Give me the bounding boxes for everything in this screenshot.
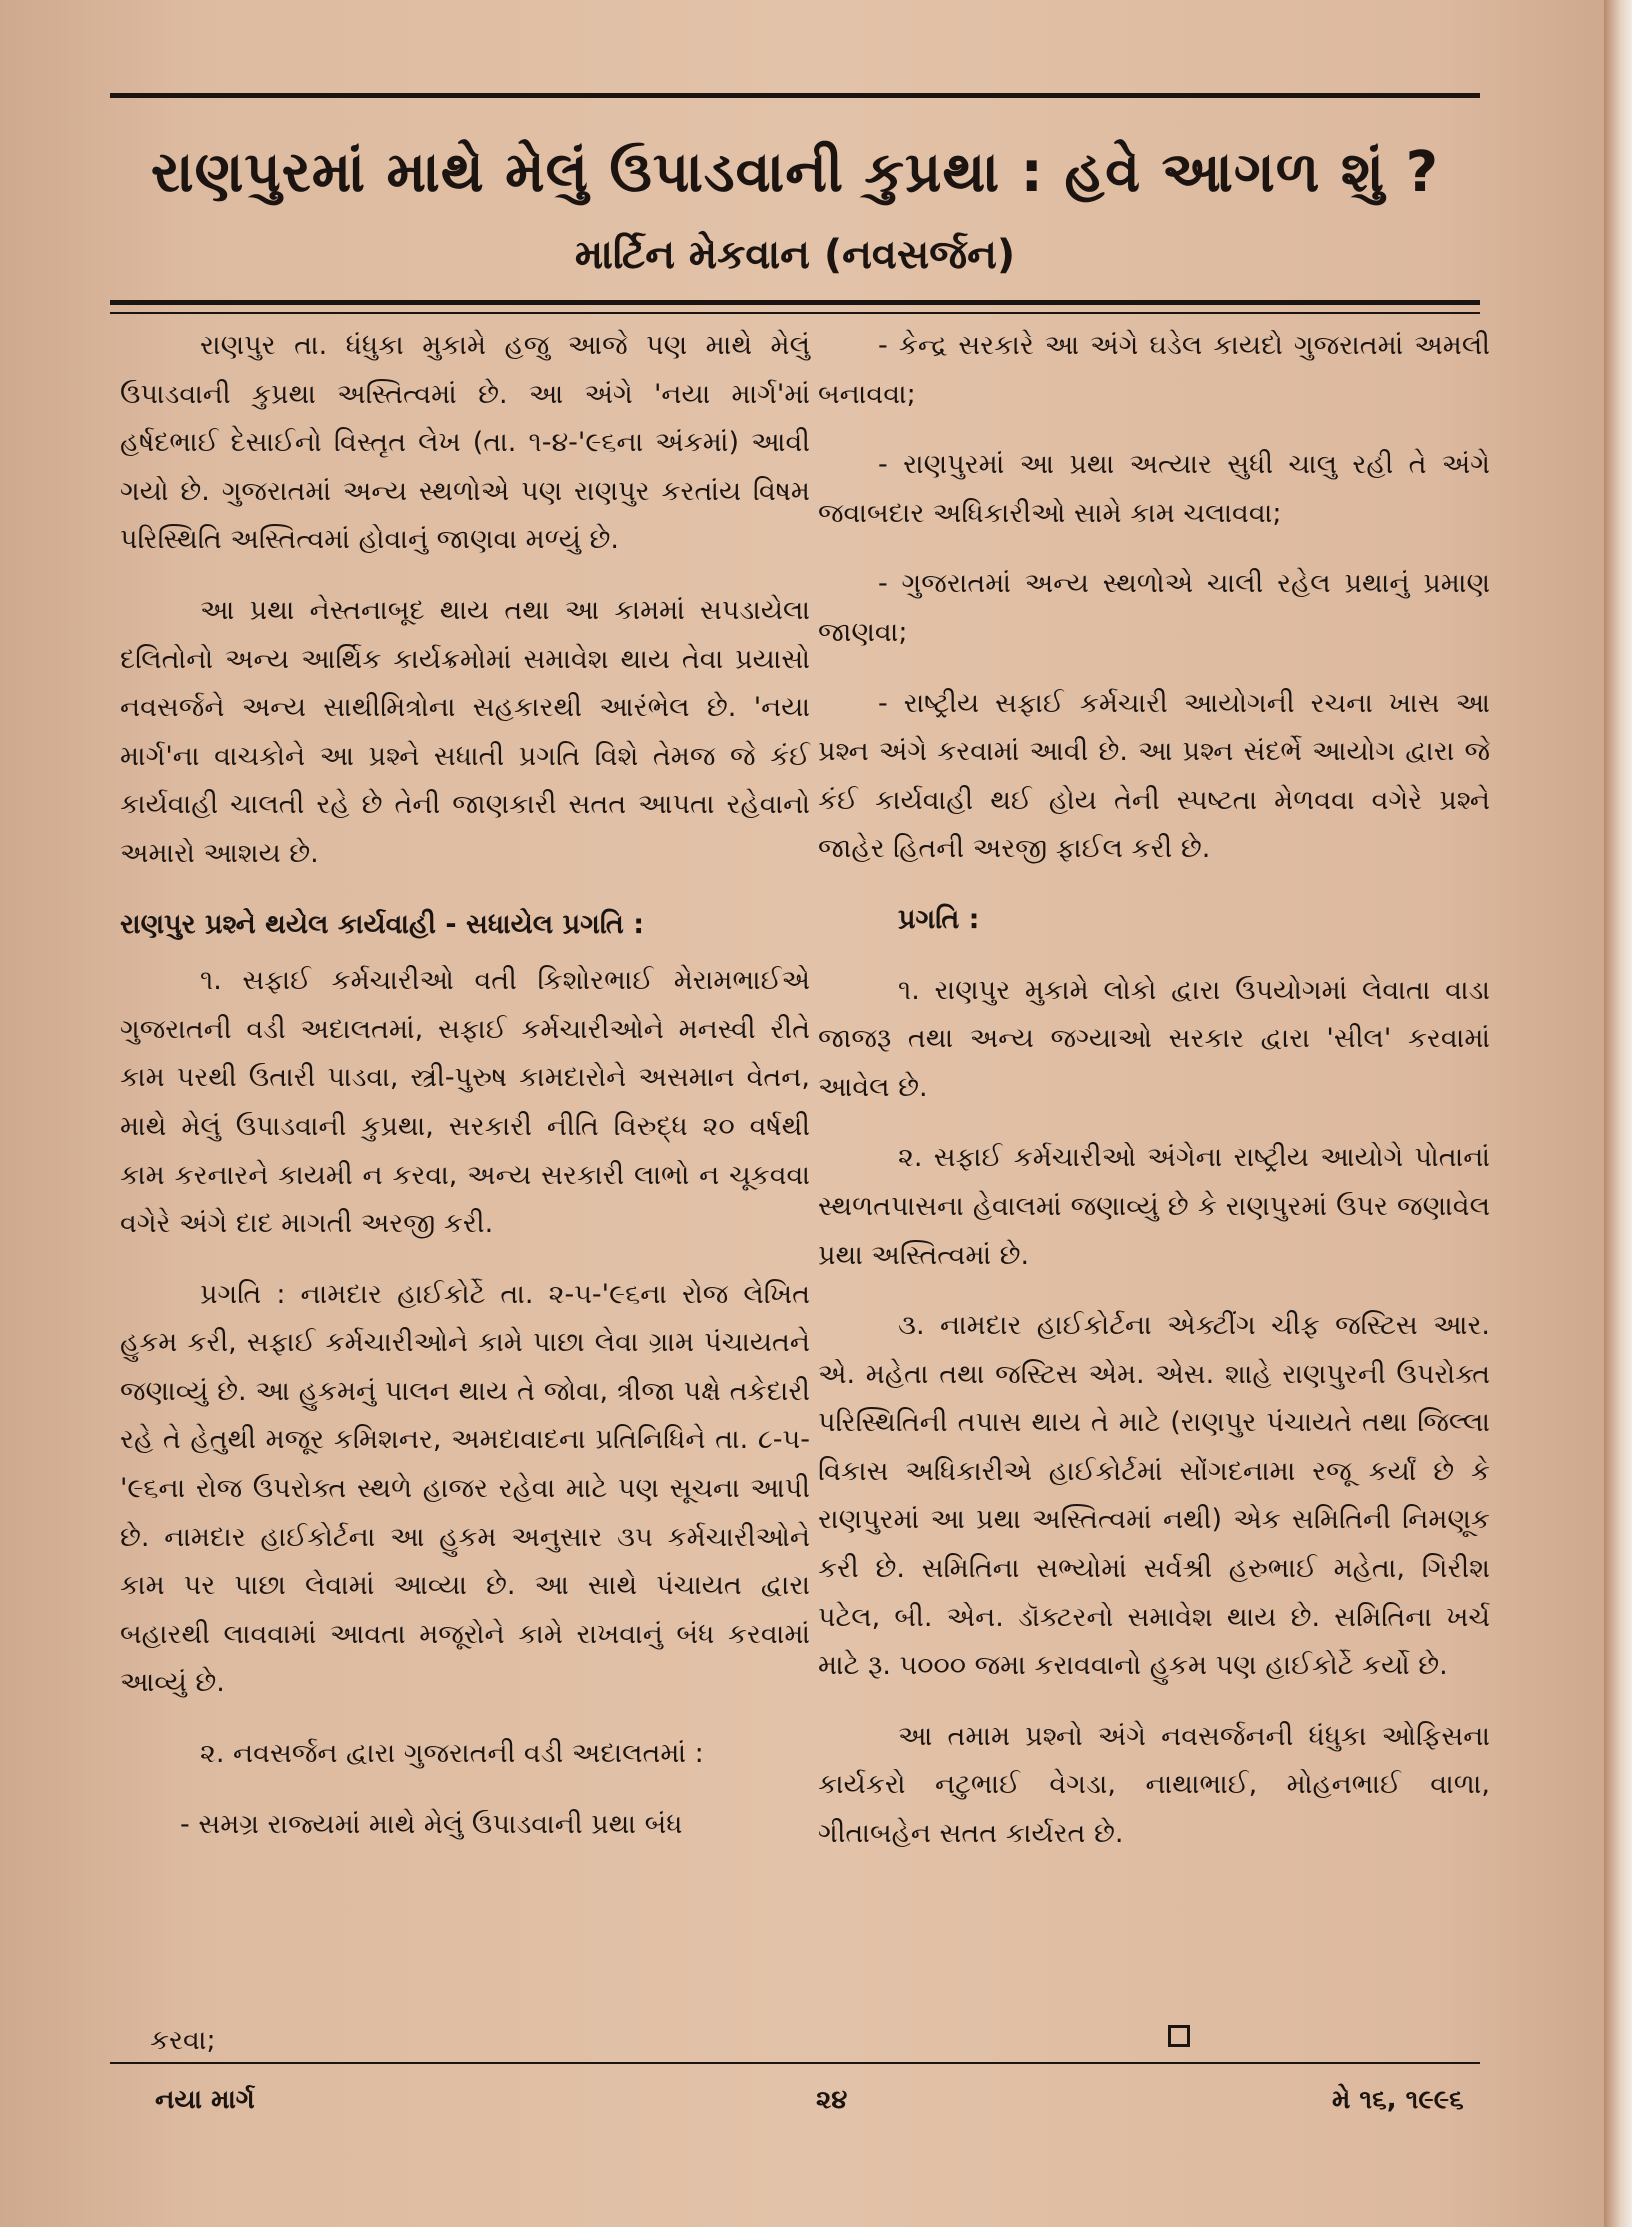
progress-subheading: પ્રગતિ :: [898, 903, 980, 935]
footer-publication: નયા માર્ગ: [155, 2085, 255, 2115]
footer-rule: [110, 2062, 1480, 2064]
header-rule-thick: [110, 300, 1480, 305]
right-paragraph-4: - રાષ્ટ્રીય સફાઈ કર્મચારી આયોગની રચના ખાસ આ પ્રશ્ન અંગે કરવામાં આવી છે. આ પ્રશ્ન સંદર્ભે આયોગ દ્વારા જે કંઈ કાર્યવાહી થઈ હોય તેની સ્પષ્ટતા મેળવવા વગેરે પ્રશ્ને જાહેર હિતની અરજી ફાઈલ કરી છે.: [818, 687, 1490, 865]
left-paragraph-4: પ્રગતિ : નામદાર હાઈકોર્ટે તા. ૨-૫-'૯૬ના રોજ લેખિત હુકમ કરી, સફાઈ કર્મચારીઓને કામે પાછા લેવા ગ્રામ પંચાયતને જણાવ્યું છે. આ હુકમનું પાલન થાય તે જોવા, ત્રીજા પક્ષે તકેદારી રહે તે હેતુથી મજૂર કમિશનર, અમદાવાદના પ્રતિનિધિને તા. ૮-૫-'૯૬ના રોજ ઉપરોક્ત સ્થળે હાજર રહેવા માટે પણ સૂચના આપી છે. નામદાર હાઈકોર્ટના આ હુકમ અનુસાર ૩૫ કર્મચારીઓને કામ પર પાછા લેવામાં આવ્યા છે. આ સાથે પંચાયત દ્વારા બહારથી લાવવામાં આવતા મજૂરોને કામે રાખવાનું બંધ કરવામાં આવ્યું છે.: [120, 1278, 810, 1699]
top-rule: [110, 93, 1480, 98]
right-paragraph-2: - રાણપુરમાં આ પ્રથા અત્યાર સુધી ચાલુ રહી તે અંગે જવાબદાર અધિકારીઓ સામે કામ ચલાવવા;: [818, 449, 1490, 529]
end-of-article-mark: [1168, 2025, 1190, 2047]
left-paragraph-5: ૨. નવસર્જન દ્વારા ગુજરાતની વડી અદાલતમાં :: [200, 1738, 704, 1770]
left-column-tail: કરવા;: [150, 2025, 216, 2056]
article-byline: માર્ટિન મેકવાન (નવસર્જન): [574, 232, 1016, 278]
footer-date: મે ૧૬, ૧૯૯૬: [1332, 2085, 1464, 2115]
right-paragraph-5: ૧. રાણપુર મુકામે લોકો દ્વારા ઉપયોગમાં લેવાતા વાડા જાજરૂ તથા અન્ય જગ્યાઓ સરકાર દ્વારા 'સીલ' કરવામાં આવેલ છે.: [818, 974, 1490, 1103]
left-paragraph-3: ૧. સફાઈ કર્મચારીઓ વતી કિશોરભાઈ મેરામભાઈએ ગુજરાતની વડી અદાલતમાં, સફાઈ કર્મચારીઓને મનસ્વી રીતે કામ પરથી ઉતારી પાડવા, સ્ત્રી-પુરુષ કામદારોને અસમાન વેતન, માથે મેલું ઉપાડવાની કુપ્રથા, સરકારી નીતિ વિરુદ્ધ ૨૦ વર્ષથી કામ કરનારને કાયમી ન કરવા, અન્ય સરકારી લાભો ન ચૂકવવા વગેરે અંગે દાદ માગતી અરજી કરી.: [120, 965, 810, 1240]
left-paragraph-6: - સમગ્ર રાજ્યમાં માથે મેલું ઉપાડવાની પ્રથા બંધ: [180, 1808, 683, 1840]
right-paragraph-8: આ તમામ પ્રશ્નો અંગે નવસર્જનની ધંધુકા ઓફિસના કાર્યકરો નટુભાઈ વેગડા, નાથાભાઈ, મોહનભાઈ વાળા, ગીતાબહેન સતત કાર્યરત છે.: [818, 1720, 1490, 1850]
right-paragraph-7: ૩. નામદાર હાઈકોર્ટના એક્ટીંગ ચીફ જસ્ટિસ આર. એ. મહેતા તથા જસ્ટિસ એમ. એસ. શાહે રાણપુરની ઉપરોક્ત પરિસ્થિતિની તપાસ થાય તે માટે (રાણપુર પંચાયતે તથા જિલ્લા વિકાસ અધિકારીએ હાઈકોર્ટમાં સોંગદનામા રજૂ કર્યાં છે કે રાણપુરમાં આ પ્રથા અસ્તિત્વમાં નથી) એક સમિતિની નિમણૂક કરી છે. સમિતિના સભ્યોમાં સર્વશ્રી હરુભાઈ મહેતા, ગિરીશ પટેલ, બી. એન. ડૉક્ટરનો સમાવેશ થાય છે. સમિતિના ખર્ચ માટે રૂ. ૫૦૦૦ જમા કરાવવાનો હુકમ પણ હાઈકોર્ટે કર્યો છે.: [818, 1310, 1490, 1682]
article-title: રાણપુરમાં માથે મેલું ઉપાડવાની કુપ્રથા : હવે આગળ શું ?: [150, 140, 1440, 205]
page-edge: [1604, 0, 1632, 2227]
left-paragraph-1: રાણપુર તા. ધંધુકા મુકામે હજુ આજે પણ માથે મેલું ઉપાડવાની કુપ્રથા અસ્તિત્વમાં છે. આ અંગે 'નયા માર્ગ'માં હર્ષદભાઈ દેસાઈનો વિસ્તૃત લેખ (તા. ૧-૪-'૯૬ના અંકમાં) આવી ગયો છે. ગુજરાતમાં અન્ય સ્થળોએ પણ રાણપુર કરતાંય વિષમ પરિસ્થિતિ અસ્તિત્વમાં હોવાનું જાણવા મળ્યું છે.: [120, 330, 810, 556]
right-paragraph-1: - કેન્દ્ર સરકારે આ અંગે ઘડેલ કાયદો ગુજરાતમાં અમલી બનાવવા;: [818, 330, 1490, 410]
header-rule-thin: [110, 312, 1480, 314]
right-paragraph-6: ૨. સફાઈ કર્મચારીઓ અંગેના રાષ્ટ્રીય આયોગે પોતાનાં સ્થળતપાસના હેવાલમાં જણાવ્યું છે કે રાણપુરમાં ઉપર જણાવેલ પ્રથા અસ્તિત્વમાં છે.: [818, 1142, 1490, 1271]
section-heading: રાણપુર પ્રશ્ને થયેલ કાર્યવાહી - સધાયેલ પ્રગતિ :: [120, 908, 645, 940]
right-paragraph-3: - ગુજરાતમાં અન્ય સ્થળોએ ચાલી રહેલ પ્રથાનું પ્રમાણ જાણવા;: [818, 568, 1490, 648]
left-column: [120, 322, 810, 1871]
right-column: [818, 322, 1490, 1881]
left-paragraph-2: આ પ્રથા નેસ્તનાબૂદ થાય તથા આ કામમાં સપડાયેલા દલિતોનો અન્ય આર્થિક કાર્યક્રમોમાં સમાવેશ થાય તેવા પ્રયાસો નવસર્જને અન્ય સાથીમિત્રોના સહકારથી આરંભેલ છે. 'નયા માર્ગ'ના વાચકોને આ પ્રશ્ને સધાતી પ્રગતિ વિશે તેમજ જે કંઈ કાર્યવાહી ચાલતી રહે છે તેની જાણકારી સતત આપતા રહેવાનો અમારો આશય છે.: [120, 594, 810, 869]
footer-page-number: ૨૪: [816, 2085, 848, 2115]
